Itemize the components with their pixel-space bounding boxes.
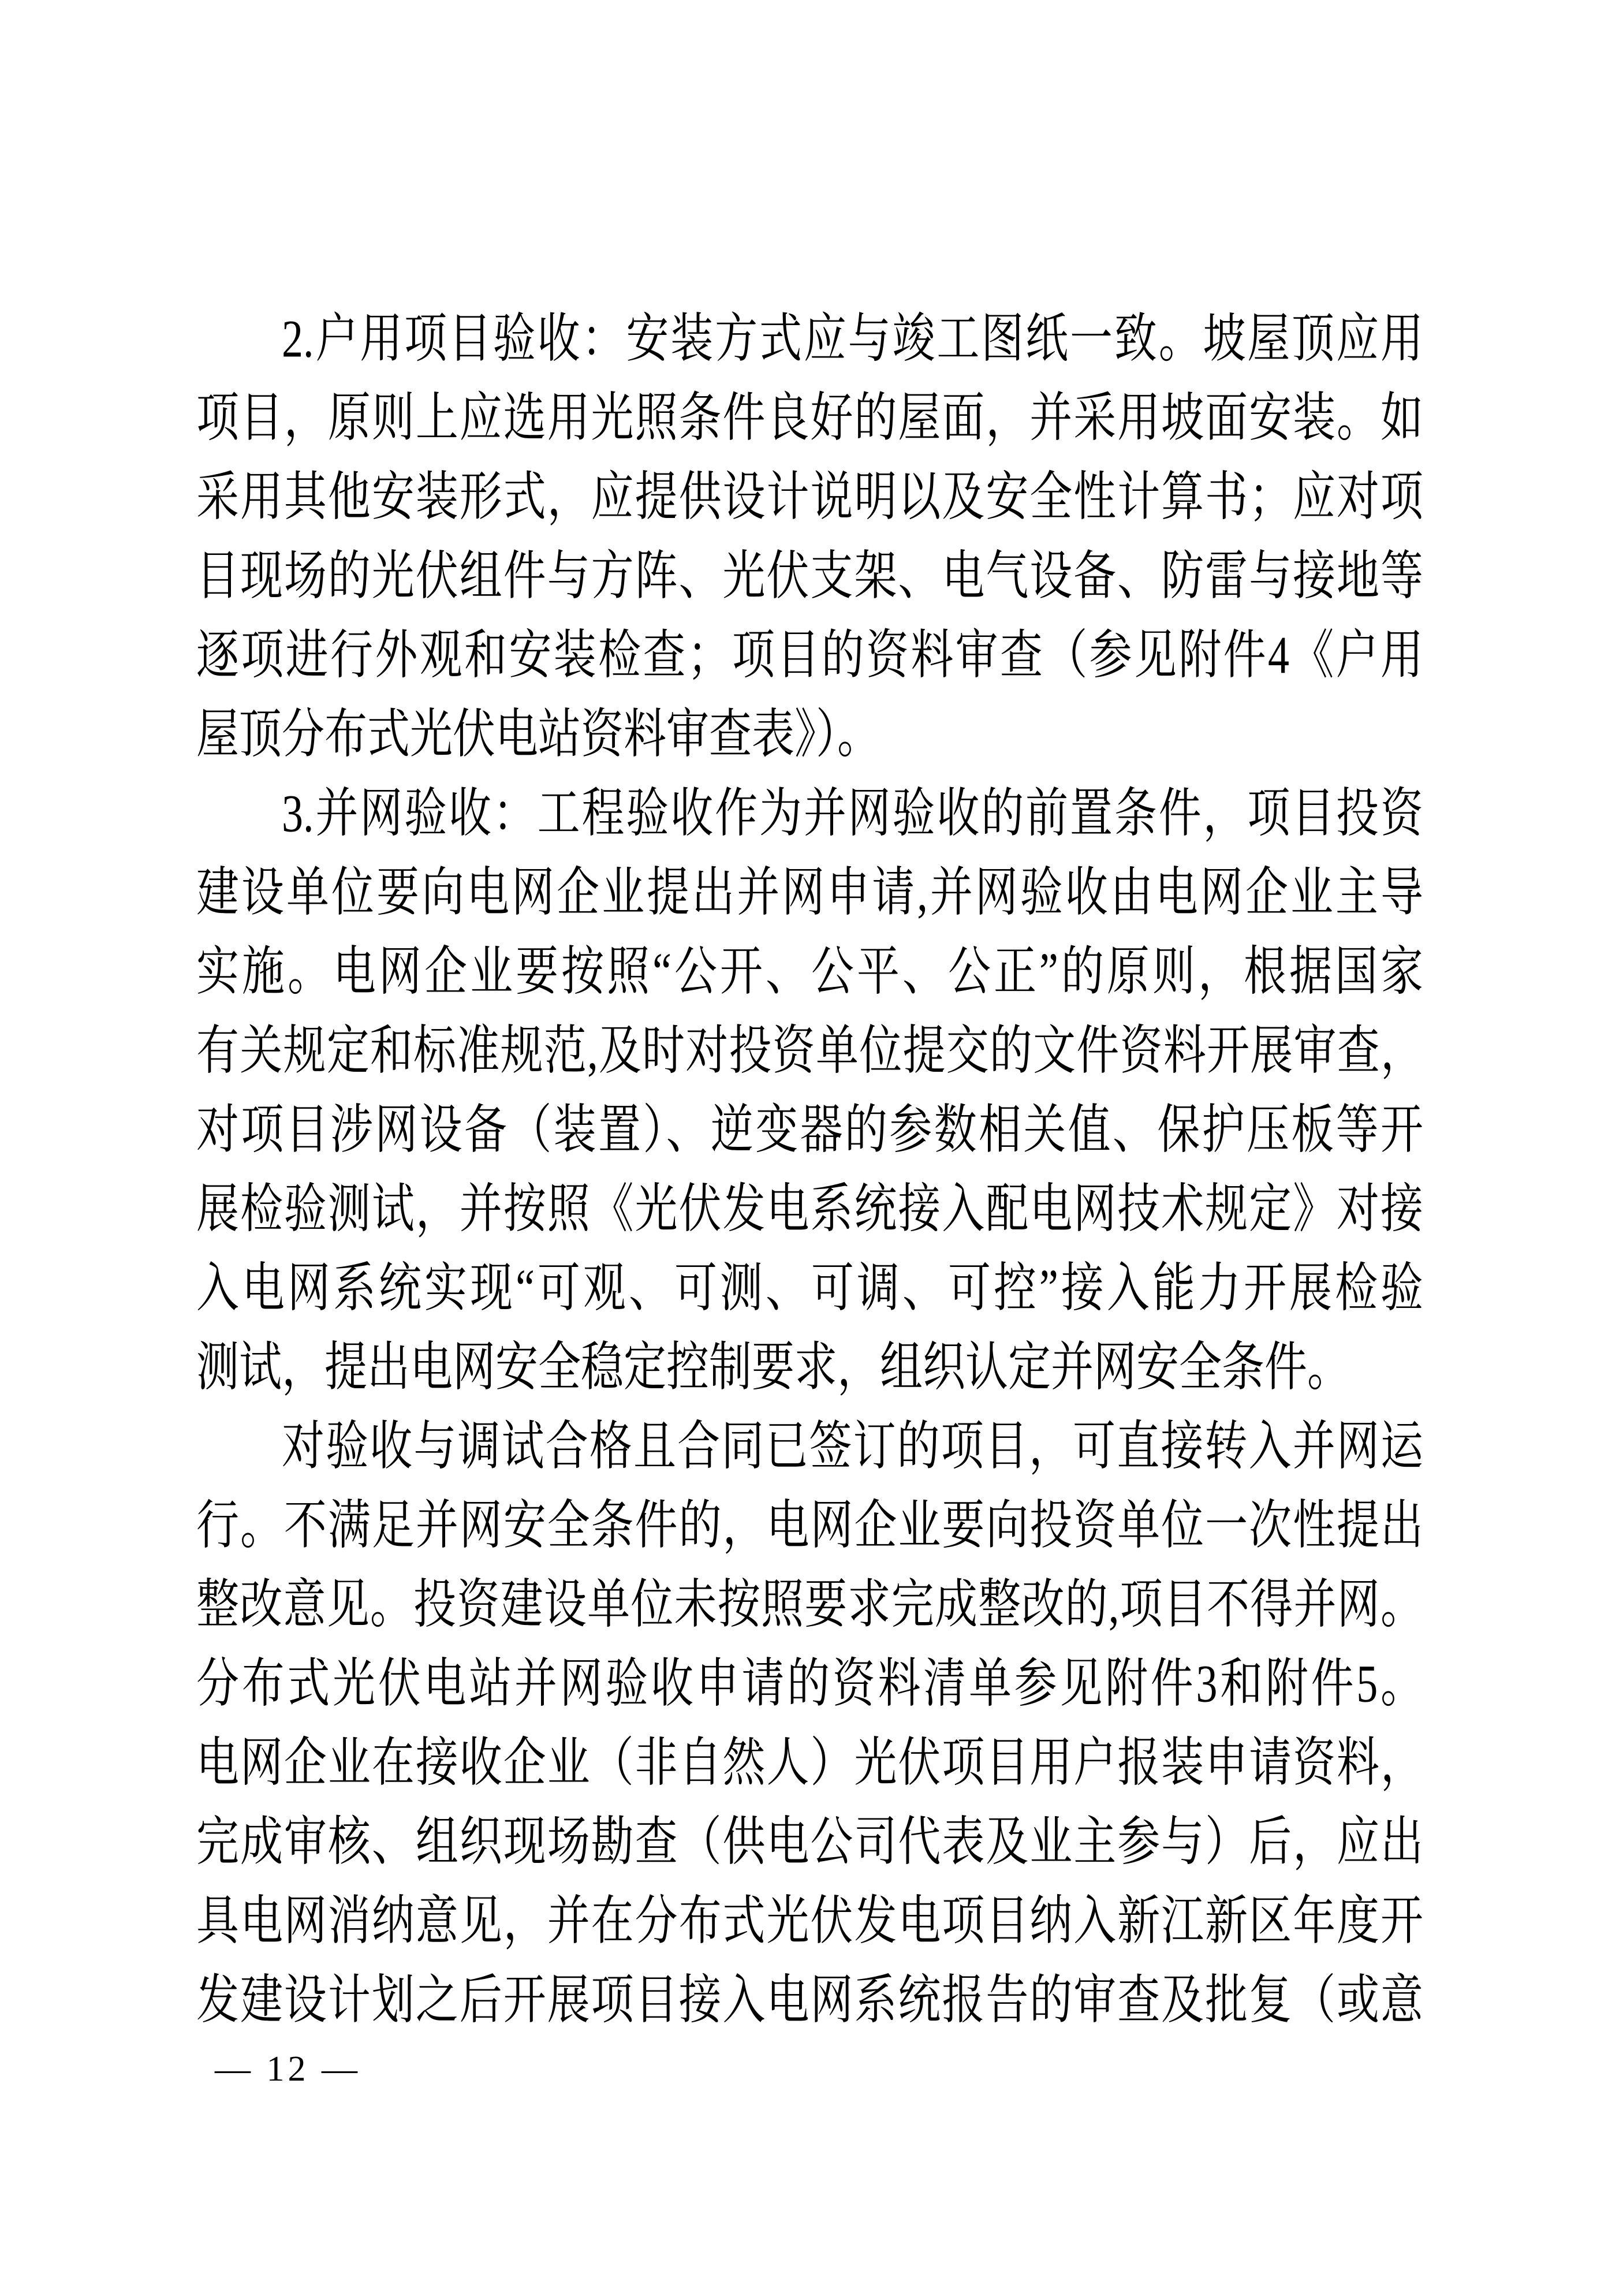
text-line: 对项目涉网设备（装置）、逆变器的参数相关值、保护压板等开: [196, 1101, 1423, 1160]
text-line: 2.户用项目验收：安装方式应与竣工图纸一致。坡屋顶应用: [282, 310, 1423, 369]
text-line: 发建设计划之后开展项目接入电网系统报告的审查及批复（或意: [196, 1971, 1423, 2030]
text-line: 完成审核、组织现场勘查（供电公司代表及业主参与）后，应出: [196, 1813, 1423, 1872]
text-line: 有关规定和标准规范,及时对投资单位提交的文件资料开展审查，: [196, 1022, 1423, 1081]
text-line: 项目，原则上应选用光照条件良好的屋面，并采用坡面安装。如: [196, 389, 1423, 448]
text-line: 分布式光伏电站并网验收申请的资料清单参见附件3和附件5。: [196, 1655, 1423, 1714]
page-number: — 12 —: [215, 2049, 361, 2089]
text-line: 逐项进行外观和安装检查；项目的资料审查（参见附件4《户用: [196, 627, 1423, 685]
text-line: 展检验测试，并按照《光伏发电系统接入配电网技术规定》对接: [196, 1180, 1423, 1239]
text-line: 整改意见。投资建设单位未按照要求完成整改的,项目不得并网。: [196, 1576, 1423, 1635]
text-line: 行。不满足并网安全条件的，电网企业要向投资单位一次性提出: [196, 1497, 1423, 1556]
text-line: 建设单位要向电网企业提出并网申请,并网验收由电网企业主导: [196, 864, 1423, 923]
text-line: 3.并网验收：工程验收作为并网验收的前置条件，项目投资: [282, 785, 1423, 844]
text-line: 屋顶分布式光伏电站资料审查表》）。: [196, 706, 880, 765]
text-line: 对验收与调试合格且合同已签订的项目，可直接转入并网运: [282, 1418, 1423, 1477]
text-line: 采用其他安装形式，应提供设计说明以及安全性计算书；应对项: [196, 468, 1423, 527]
text-line: 目现场的光伏组件与方阵、光伏支架、电气设备、防雷与接地等: [196, 547, 1423, 606]
text-line: 测试，提出电网安全稳定控制要求，组织认定并网安全条件。: [196, 1339, 1350, 1397]
text-line: 入电网系统实现“可观、可测、可调、可控”接入能力开展检验: [196, 1259, 1423, 1318]
text-line: 具电网消纳意见，并在分布式光伏发电项目纳入新江新区年度开: [196, 1892, 1423, 1951]
text-line: 电网企业在接收企业（非自然人）光伏项目用户报装申请资料，: [196, 1734, 1423, 1793]
text-line: 实施。电网企业要按照“公开、公平、公正”的原则，根据国家: [196, 943, 1423, 1002]
body-text: [196, 300, 1423, 2041]
